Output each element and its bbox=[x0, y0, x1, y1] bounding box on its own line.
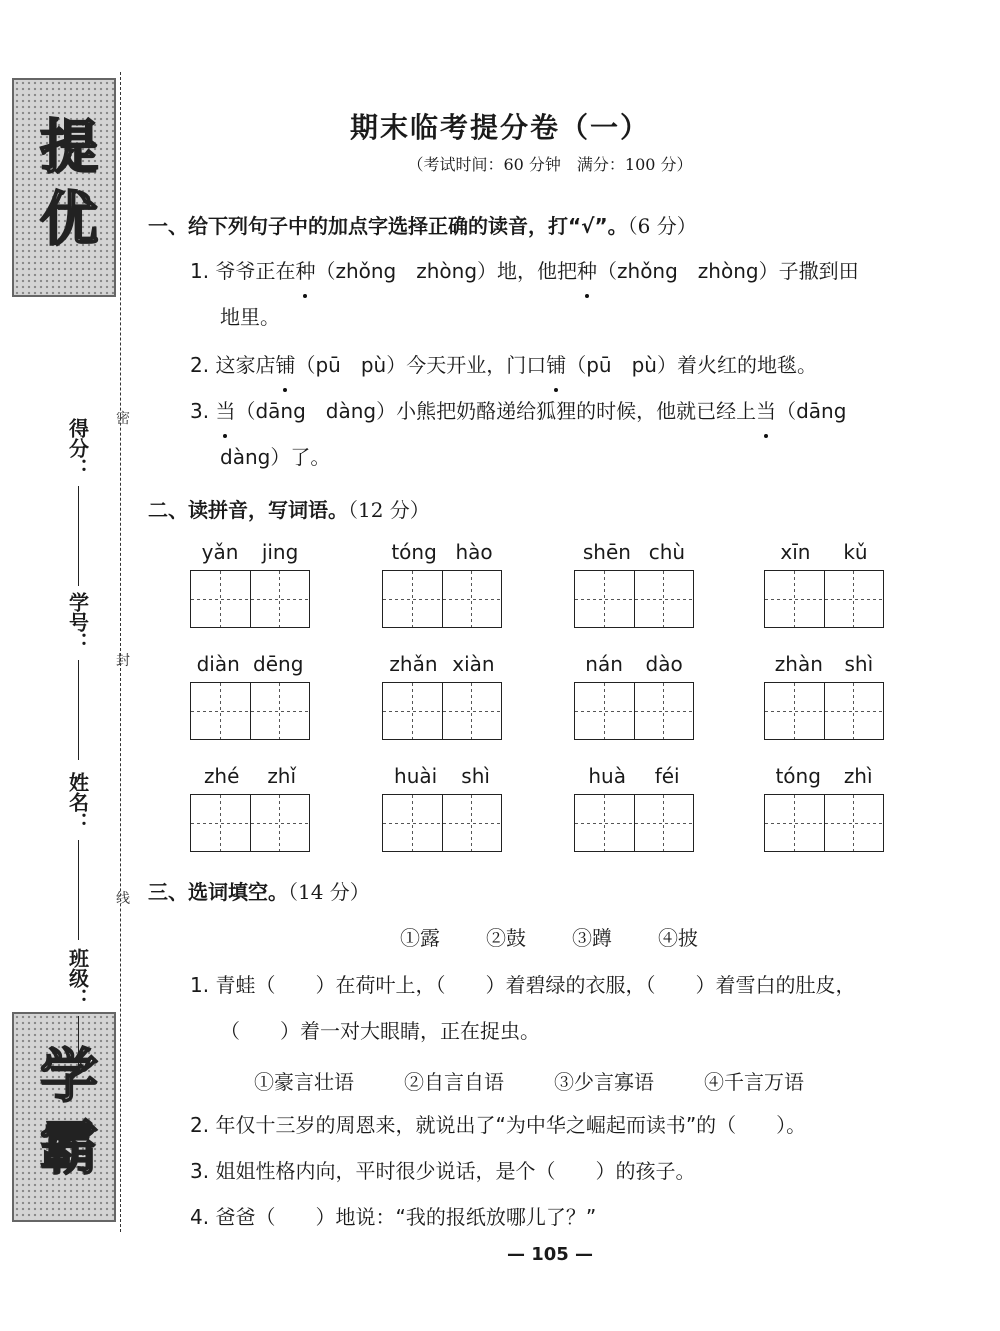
tian-box[interactable] bbox=[575, 571, 635, 627]
syllable: zhé bbox=[203, 764, 240, 788]
tian-box[interactable] bbox=[575, 683, 635, 739]
option-item: ①豪言壮语 bbox=[254, 1070, 354, 1094]
tian-box[interactable] bbox=[251, 795, 310, 851]
s1-q2-part1: 这家店 bbox=[215, 353, 276, 377]
tian-box[interactable] bbox=[443, 683, 502, 739]
pinyin-text bbox=[764, 764, 884, 794]
pinyin-word bbox=[190, 652, 310, 740]
score-line bbox=[78, 486, 79, 586]
s3-q1-text1: 青蛙（ ）在荷叶上，（ ）着碧绿的衣服，（ ）着雪白的肚皮， bbox=[215, 973, 856, 997]
syllable: shēn bbox=[582, 540, 631, 564]
tian-box[interactable] bbox=[825, 683, 884, 739]
pinyin-text bbox=[190, 540, 310, 570]
s1-q2-part2: （pū pù）今天开业，门口 bbox=[295, 353, 547, 377]
s3-q3-num: 3. bbox=[190, 1159, 210, 1183]
tian-box[interactable] bbox=[635, 683, 694, 739]
s3-q2-line bbox=[190, 1102, 806, 1148]
writing-boxes[interactable] bbox=[190, 570, 310, 628]
s3-q1-line1 bbox=[190, 962, 855, 1008]
tian-box[interactable] bbox=[635, 795, 694, 851]
tian-box[interactable] bbox=[383, 571, 443, 627]
s1-q1-line2: 地里。 bbox=[220, 305, 280, 329]
seal-char-feng: 封 bbox=[116, 653, 130, 669]
page-number: — 105 — bbox=[506, 1244, 594, 1265]
writing-boxes[interactable] bbox=[574, 682, 694, 740]
s1-q3-dotted-char1: 当 bbox=[215, 388, 235, 434]
tian-box[interactable] bbox=[443, 571, 502, 627]
s1-q1-part2: （zhǒng zhòng）地，他把 bbox=[315, 259, 578, 283]
tian-box[interactable] bbox=[251, 683, 310, 739]
pinyin-text bbox=[764, 652, 884, 682]
s1-q3-line1 bbox=[190, 388, 846, 434]
pinyin-word bbox=[190, 764, 310, 852]
score-label: 得分： bbox=[65, 418, 90, 478]
side-badge-bottom: 学霸 bbox=[12, 1012, 116, 1222]
tian-box[interactable] bbox=[383, 795, 443, 851]
tian-box[interactable] bbox=[765, 571, 825, 627]
option-item: ②鼓 bbox=[486, 926, 526, 950]
tian-box[interactable] bbox=[635, 571, 694, 627]
s3-q2-text: 年仅十三岁的周恩来，就说出了“为中华之崛起而读书”的（ ）。 bbox=[215, 1113, 807, 1137]
syllable: zhàn bbox=[774, 652, 823, 676]
s1-q2-dotted-char2: 铺 bbox=[546, 342, 566, 388]
section1-heading bbox=[148, 210, 697, 239]
pinyin-word bbox=[764, 540, 884, 628]
tian-box[interactable] bbox=[191, 571, 251, 627]
pinyin-word bbox=[382, 652, 502, 740]
s1-q2-num: 2. bbox=[190, 353, 210, 377]
tian-box[interactable] bbox=[251, 571, 310, 627]
name-line bbox=[78, 840, 79, 940]
option-item: ③少言寡语 bbox=[554, 1070, 654, 1094]
syllable: xiàn bbox=[452, 652, 495, 676]
section3-score: （14 分） bbox=[288, 880, 370, 904]
syllable: chù bbox=[648, 540, 686, 564]
name-label: 姓名： bbox=[65, 772, 90, 832]
pinyin-text bbox=[574, 652, 694, 682]
s1-q1-line1 bbox=[190, 248, 859, 294]
seal-char-mi: 密 bbox=[116, 411, 130, 427]
pinyin-text bbox=[190, 652, 310, 682]
syllable: kǔ bbox=[843, 540, 868, 564]
pinyin-text bbox=[574, 540, 694, 570]
tian-box[interactable] bbox=[191, 795, 251, 851]
syllable: féi bbox=[654, 764, 680, 788]
tian-box[interactable] bbox=[443, 795, 502, 851]
score-field[interactable] bbox=[56, 418, 100, 586]
tian-box[interactable] bbox=[765, 795, 825, 851]
syllable: dào bbox=[645, 652, 683, 676]
writing-boxes[interactable] bbox=[382, 794, 502, 852]
s1-q1-part1: 爷爷正在 bbox=[215, 259, 296, 283]
section3-heading bbox=[148, 876, 370, 905]
side-badge-top: 提优 bbox=[12, 78, 116, 297]
s3-q2-num: 2. bbox=[190, 1113, 210, 1137]
tian-box[interactable] bbox=[825, 795, 884, 851]
writing-boxes[interactable] bbox=[190, 794, 310, 852]
syllable: yǎn bbox=[201, 540, 239, 564]
pinyin-text bbox=[764, 540, 884, 570]
syllable: tóng bbox=[775, 764, 821, 788]
s1-q1-dotted-char2: 种 bbox=[577, 248, 597, 294]
syllable: zhì bbox=[843, 764, 873, 788]
syllable: zhǐ bbox=[267, 764, 297, 788]
syllable: huà bbox=[588, 764, 626, 788]
s3-q4-line bbox=[190, 1194, 596, 1240]
pinyin-word bbox=[574, 652, 694, 740]
s1-q3-line2: dàng）了。 bbox=[220, 445, 331, 469]
s1-q1-dotted-char1: 种 bbox=[295, 248, 315, 294]
pinyin-word bbox=[382, 540, 502, 628]
s3-q4-text: 爸爸（ ）地说：“我的报纸放哪儿了？” bbox=[215, 1205, 597, 1229]
writing-boxes[interactable] bbox=[764, 682, 884, 740]
tian-box[interactable] bbox=[575, 795, 635, 851]
student-id-field[interactable] bbox=[56, 592, 100, 760]
pinyin-word bbox=[574, 764, 694, 852]
pinyin-text bbox=[382, 652, 502, 682]
s3-q1-line2: （ ）着一对大眼睛，正在捉虫。 bbox=[220, 1019, 540, 1043]
section2-heading bbox=[148, 494, 430, 523]
s1-q2-part3: （pū pù）着火红的地毯。 bbox=[566, 353, 817, 377]
class-field[interactable] bbox=[56, 948, 100, 1066]
syllable: zhǎn bbox=[389, 652, 438, 676]
tian-box[interactable] bbox=[383, 683, 443, 739]
s1-q3-part2: （dāng bbox=[776, 399, 847, 423]
tian-box[interactable] bbox=[765, 683, 825, 739]
s3-q1-num: 1. bbox=[190, 973, 210, 997]
pinyin-word bbox=[190, 540, 310, 628]
syllable: shì bbox=[844, 652, 874, 676]
syllable: diàn bbox=[196, 652, 240, 676]
syllable: hào bbox=[455, 540, 493, 564]
option-item: ④千言万语 bbox=[704, 1070, 804, 1094]
syllable: tóng bbox=[391, 540, 437, 564]
pinyin-text bbox=[382, 764, 502, 794]
writing-boxes[interactable] bbox=[764, 570, 884, 628]
s1-q1-part3: （zhǒng zhòng）子撒到田 bbox=[597, 259, 859, 283]
writing-boxes[interactable] bbox=[382, 570, 502, 628]
student-id-label: 学号： bbox=[65, 592, 90, 652]
syllable: jing bbox=[261, 540, 299, 564]
writing-boxes[interactable] bbox=[574, 794, 694, 852]
s3-q3-line bbox=[190, 1148, 695, 1194]
syllable: shì bbox=[461, 764, 490, 788]
tian-box[interactable] bbox=[825, 571, 884, 627]
syllable: huài bbox=[394, 764, 438, 788]
s1-q3-dotted-char2: 当 bbox=[756, 388, 776, 434]
writing-boxes[interactable] bbox=[382, 682, 502, 740]
pinyin-text bbox=[190, 764, 310, 794]
tian-box[interactable] bbox=[191, 683, 251, 739]
student-id-line bbox=[78, 660, 79, 760]
option-item: ④披 bbox=[658, 926, 698, 950]
pinyin-word bbox=[764, 652, 884, 740]
s1-q2-line bbox=[190, 342, 817, 388]
option-item: ③蹲 bbox=[572, 926, 612, 950]
writing-boxes[interactable] bbox=[190, 682, 310, 740]
page-subtitle: （考试时间：60 分钟 满分：100 分） bbox=[407, 155, 693, 174]
pinyin-text bbox=[382, 540, 502, 570]
section3-title: 三、选词填空。 bbox=[148, 880, 288, 904]
page-title: 期末临考提分卷（一） bbox=[349, 111, 650, 144]
section1-title: 一、给下列句子中的加点字选择正确的读音，打“√”。 bbox=[148, 214, 628, 238]
option-item: ②自言自语 bbox=[404, 1070, 504, 1094]
s1-q1-num: 1. bbox=[190, 259, 210, 283]
name-field[interactable] bbox=[56, 772, 100, 940]
option-item: ①露 bbox=[400, 926, 440, 950]
syllable: xīn bbox=[780, 540, 811, 564]
writing-boxes[interactable] bbox=[764, 794, 884, 852]
options-idioms bbox=[254, 1066, 804, 1095]
section2-title: 二、读拼音，写词语。 bbox=[148, 498, 348, 522]
options-verbs bbox=[400, 922, 744, 951]
pinyin-word bbox=[764, 764, 884, 852]
s1-q3-part1: （dāng dàng）小熊把奶酪递给狐狸的时候，他就已经上 bbox=[235, 399, 757, 423]
s1-q3-num: 3. bbox=[190, 399, 210, 423]
seal-char-xian: 线 bbox=[116, 891, 130, 907]
pinyin-word bbox=[382, 764, 502, 852]
syllable: nán bbox=[585, 652, 623, 676]
section2-score: （12 分） bbox=[348, 498, 430, 522]
syllable: dēng bbox=[253, 652, 304, 676]
writing-boxes[interactable] bbox=[574, 570, 694, 628]
section1-score: （6 分） bbox=[627, 214, 697, 238]
s3-q3-text: 姐姐性格内向，平时很少说话，是个（ ）的孩子。 bbox=[215, 1159, 696, 1183]
pinyin-word bbox=[574, 540, 694, 628]
s1-q2-dotted-char1: 铺 bbox=[275, 342, 295, 388]
pinyin-text bbox=[574, 764, 694, 794]
class-label: 班级： bbox=[65, 948, 90, 1008]
class-line bbox=[78, 1016, 79, 1066]
s3-q4-num: 4. bbox=[190, 1205, 210, 1229]
